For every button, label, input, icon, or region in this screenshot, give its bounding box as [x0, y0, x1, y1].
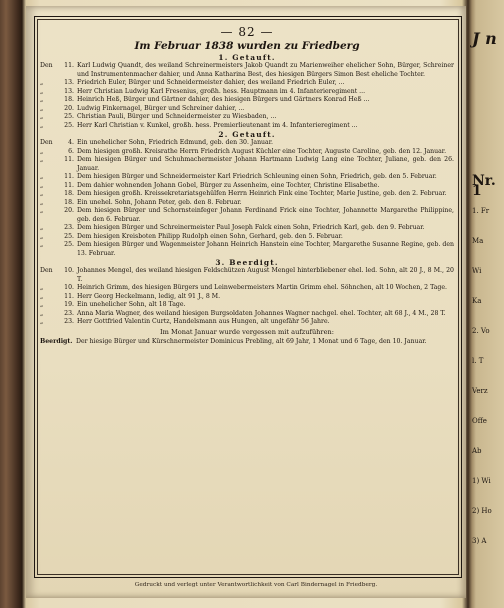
- entry-month: „: [40, 318, 44, 325]
- entry-day: 11.: [64, 181, 74, 189]
- register-entry: [40, 148, 454, 157]
- entry-text: Dem hiesigen Bürger und Schuhmachermeister Johann Hartmann Ludwig Lang eine Tochter, Juliane, geb. den 26. Januar.: [77, 156, 454, 172]
- right-page-line: Ab: [472, 447, 482, 455]
- burial-note-text: Der hiesige Bürger und Kürschnermeister Dominicus Prebling, alt 69 Jahr, 1 Monat und 6 Tage, den 10. Januar.: [76, 337, 427, 345]
- entry-text: Herr Karl Christian v. Kunkel, großh. hess. Premierlieutenant im 4. Infanterieregiment ...: [77, 121, 358, 129]
- entry-day: 10.: [64, 267, 74, 274]
- entry-text: Herr Gottfried Valentin Curtz, Handelsmann aus Hungen, alt ungefähr 56 Jahre.: [77, 318, 330, 325]
- register-entry: [40, 156, 454, 173]
- register-entry: [40, 122, 454, 131]
- entry-text: Ein unehel. Sohn, Johann Peter, geb. den 8. Februar.: [77, 198, 242, 206]
- register-entry: [40, 190, 454, 199]
- right-page-line: 2. Vo: [472, 327, 490, 335]
- entry-day: 25.: [64, 232, 74, 240]
- register-entry: [40, 284, 454, 293]
- right-page-line: l. T: [472, 357, 484, 365]
- born-list: [40, 139, 454, 258]
- summary-note: Im Monat Januar wurde vergessen mit aufzuführen:: [160, 327, 334, 336]
- register-entry: [40, 310, 454, 319]
- entry-month: „: [40, 104, 44, 112]
- right-page-line: 3) A: [472, 537, 487, 545]
- register-entry: [40, 105, 454, 114]
- entry-month: „: [40, 284, 44, 291]
- entry-day: 25.: [64, 113, 74, 120]
- right-page-number: Nr. 1: [472, 173, 496, 199]
- entry-month: „: [40, 113, 44, 120]
- burial-note: [40, 338, 454, 347]
- entry-day: 19.: [64, 301, 74, 308]
- register-entry: [40, 96, 454, 105]
- entry-month: „: [40, 198, 44, 206]
- entry-text: Dem dahier wohnenden Johann Gobel, Bürger zu Assenheim, eine Tochter, Christine Elisabethe.: [77, 181, 380, 189]
- register-entry: [40, 293, 454, 302]
- entry-month: „: [40, 292, 44, 300]
- page-heading: Im Februar 1838 wurden zu Friedberg: [134, 40, 360, 52]
- entry-text: Dem hiesigen Bürger und Schreinermeister Paul Joseph Falck einen Sohn, Friedrich Karl, geb. den 9. Februar.: [77, 224, 425, 231]
- printer-footer: Gedruckt und verlegt unter Verantwortlichkeit von Carl Bindernagel in Friedberg.: [134, 582, 378, 588]
- entry-text: Ludwig Finkernagel, Bürger und Schreiner dahier, ...: [77, 104, 245, 112]
- entry-month: „: [40, 79, 44, 86]
- entry-day: 11.: [64, 156, 74, 163]
- register-entry: [40, 173, 454, 182]
- register-entry: [40, 267, 454, 284]
- entry-text: Dem hiesigen großh. Kreissekretariatsgehülfen Herrn Heinrich Fink eine Tochter, Marie Justine, geb. den 2. Februar.: [77, 190, 447, 197]
- entry-month: „: [40, 301, 44, 308]
- entry-day: 11.: [64, 173, 74, 180]
- entry-day: 13.: [64, 87, 74, 95]
- right-page-line: Ka: [472, 297, 482, 305]
- entry-month: „: [40, 207, 44, 214]
- register-entry: [40, 139, 454, 148]
- entry-month: „: [40, 181, 44, 189]
- entry-day: 23.: [64, 309, 74, 317]
- entry-text: Johannes Mengel, des weiland hiesigen Feldschützen August Mengel hinterbliebener ehel. led. Sohn, alt 20 J., 8 M., 20 T.: [77, 267, 454, 283]
- entry-day: 25.: [64, 121, 74, 129]
- right-page-edge: [470, 6, 504, 598]
- entry-month: „: [40, 224, 44, 231]
- entry-month: „: [40, 121, 44, 129]
- entry-text: Dem hiesigen Bürger und Wagenmeister Johann Heinrich Hanstein eine Tochter, Margarethe Susanne Regine, geb. den 13. Februar.: [77, 241, 454, 257]
- section-title-baptized: 1. Getauft.: [218, 53, 276, 62]
- register-entry: [40, 224, 454, 233]
- entry-month: „: [40, 147, 44, 155]
- baptized-list: [40, 62, 454, 130]
- page-content: [40, 22, 454, 570]
- right-page-line: Wi: [472, 267, 482, 275]
- register-entry: [40, 62, 454, 79]
- register-entry: [40, 233, 454, 242]
- register-entry: [40, 113, 454, 122]
- entry-text: Ein unehelicher Sohn, alt 18 Tage.: [77, 301, 186, 308]
- right-page-line: 2) Ho: [472, 507, 492, 515]
- entry-month: „: [40, 96, 44, 103]
- entry-text: Heinrich Heß, Bürger und Gärtner dahier, des hiesigen Bürgers und Gärtners Konrad Heß ...: [77, 96, 370, 103]
- entry-text: Herr Georg Heckelmann, ledig, alt 91 J., 8 M.: [77, 292, 221, 300]
- entry-day: 10.: [64, 284, 74, 291]
- entry-month: Den: [40, 139, 53, 146]
- register-entry: [40, 318, 454, 327]
- entry-text: Anna Maria Wagner, des weiland hiesigen Burgsoldaten Johannes Wagner nachgel. ehel. Tochter, alt 68 J., 4 M., 28 T.: [77, 309, 446, 317]
- entry-month: Den: [40, 62, 53, 69]
- entry-day: 25.: [64, 241, 74, 248]
- section-title-born: 2. Getauft.: [218, 130, 276, 139]
- entry-month: Den: [40, 267, 53, 274]
- register-entry: [40, 207, 454, 224]
- entry-month: „: [40, 156, 44, 163]
- entry-day: 6.: [68, 147, 74, 155]
- entry-month: „: [40, 173, 44, 180]
- entry-day: 20.: [64, 207, 74, 214]
- entry-day: 4.: [68, 139, 74, 146]
- entry-text: Ein unehelicher Sohn, Friedrich Edmund, geb. den 30. Januar.: [77, 139, 273, 146]
- entry-day: 11.: [64, 292, 74, 300]
- entry-day: 18.: [64, 198, 74, 206]
- entry-day: 18.: [64, 190, 74, 197]
- right-page-line: 1. Fr: [472, 207, 490, 215]
- entry-text: Christian Pauli, Bürger und Schneidermeister zu Wiesbaden, ...: [77, 113, 277, 120]
- right-page-line: 1) Wi: [472, 477, 491, 485]
- register-entry: [40, 199, 454, 208]
- entry-month: „: [40, 232, 44, 240]
- right-page-line: Verz: [472, 387, 488, 395]
- register-entry: [40, 241, 454, 258]
- entry-day: 20.: [64, 104, 74, 112]
- buried-list: [40, 267, 454, 327]
- right-page-line: Ma: [472, 237, 484, 245]
- entry-day: 18.: [64, 96, 74, 103]
- register-entry: [40, 79, 454, 88]
- entry-month: „: [40, 190, 44, 197]
- right-page-heading: J n: [472, 29, 497, 48]
- page-number: — 82 —: [220, 25, 274, 39]
- entry-month: „: [40, 87, 44, 95]
- entry-text: Karl Ludwig Quandt, des weiland Schreinermeisters Jakob Quandt zu Marienweiher ehelicher Sohn, Bürger, Schreiner und Instrumentenmacher dahier, und Anna Katharina Best, des hiesigen Bürgers Simon Best eheliche Tochter.: [77, 62, 454, 78]
- entry-month: „: [40, 309, 44, 317]
- burial-note-label: Beerdigt.: [40, 337, 73, 345]
- entry-text: Friedrich Euler, Bürger und Schneidermeister dahier, des weiland Friedrich Euler, ...: [77, 79, 345, 86]
- entry-text: Dem hiesigen Bürger und Schornsteinfeger Johann Ferdinand Frick eine Tochter, Johannette Margarethe Philippine, geb. den 6. Februar.: [77, 207, 454, 223]
- register-entry: [40, 182, 454, 191]
- entry-day: 23.: [64, 318, 74, 325]
- entry-text: Dem hiesigen Bürger und Schneidermeister Karl Friedrich Schleuning einen Sohn, Friedrich, geb. den 5. Februar.: [77, 173, 437, 180]
- entry-text: Dem hiesigen großh. Kreisrathe Herrn Friedrich August Küchler eine Tochter, Auguste Caroline, geb. den 12. Januar.: [77, 147, 447, 155]
- entry-day: 13.: [64, 79, 74, 86]
- entry-day: 23.: [64, 224, 74, 231]
- right-page-line: Offe: [472, 417, 487, 425]
- entry-text: Herr Christian Ludwig Karl Fresenius, großh. hess. Hauptmann im 4. Infanterieregiment ...: [77, 87, 366, 95]
- section-title-buried: 3. Beerdigt.: [215, 258, 279, 267]
- entry-text: Dem hiesigen Kreisboten Philipp Rudolph einen Sohn, Gerhard, geb. den 5. Februar.: [77, 232, 343, 240]
- register-entry: [40, 88, 454, 97]
- entry-day: 11.: [64, 62, 74, 69]
- entry-text: Heinrich Grimm, des hiesigen Bürgers und Leinwebermeisters Martin Grimm ehel. Söhnchen, alt 10 Wochen, 2 Tage.: [77, 284, 448, 291]
- left-page: [26, 6, 466, 598]
- register-entry: [40, 301, 454, 310]
- entry-month: „: [40, 241, 44, 248]
